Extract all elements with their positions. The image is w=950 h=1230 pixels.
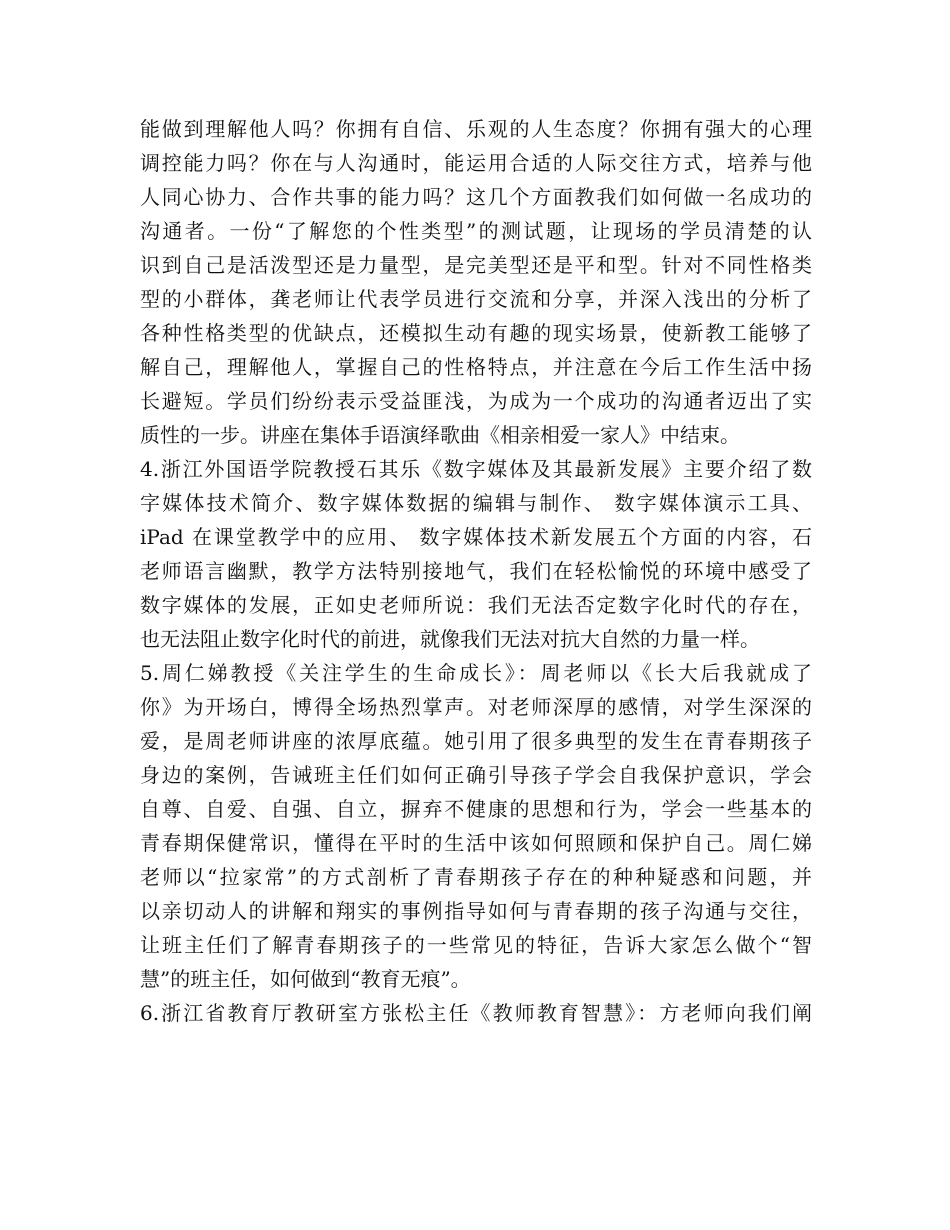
text-line: 型的小群体，龚老师让代表学员进行交流和分享，并深入浅出的分析了	[140, 287, 812, 311]
text-line: 身边的案例，告诫班主任们如何正确引导孩子学会自我保护意识，学会	[140, 763, 812, 787]
text-line: 老师语言幽默，教学方法特别接地气，我们在轻松愉悦的环境中感受了	[140, 559, 812, 583]
text-line: 让班主任们了解青春期孩子的一些常见的特征，告诉大家怎么做个“智	[140, 933, 812, 957]
text-line: 也无法阻止数字化时代的前进，就像我们无法对抗大自然的力量一样。	[140, 627, 760, 651]
text-line: 长避短。学员们纷纷表示受益匪浅，为成为一个成功的沟通者迈出了实	[140, 389, 812, 413]
text-line: 爱，是周老师讲座的浓厚底蕴。她引用了很多典型的发生在青春期孩子	[140, 729, 812, 753]
text-line: 字媒体技术简介、数字媒体数据的编辑与制作、 数字媒体演示工具、	[140, 491, 812, 515]
text-line: 老师以“拉家常”的方式剖析了青春期孩子存在的种种疑惑和问题，并	[140, 865, 812, 889]
text-line: 沟通者。一份“了解您的个性类型”的测试题，让现场的学员清楚的认	[140, 219, 812, 243]
text-line: 数字媒体的发展，正如史老师所说：我们无法否定数字化时代的存在，	[140, 593, 812, 617]
text-line: 你》为开场白，博得全场热烈掌声。对老师深厚的感情，对学生深深的	[140, 695, 812, 719]
text-line: 人同心协力、合作共事的能力吗？这几个方面教我们如何做一名成功的	[140, 185, 812, 209]
text-line: 慧”的班主任，如何做到“教育无痕”。	[140, 967, 471, 991]
text-line: iPad 在课堂教学中的应用、 数字媒体技术新发展五个方面的内容，石	[140, 525, 812, 549]
text-line: 以亲切动人的讲解和翔实的事例指导如何与青春期的孩子沟通与交往，	[140, 899, 812, 923]
text-line: 解自己，理解他人，掌握自己的性格特点，并注意在今后工作生活中扬	[140, 355, 812, 379]
text-line: 4.浙江外国语学院教授石其乐《数字媒体及其最新发展》主要介绍了数	[140, 457, 812, 481]
text-line: 各种性格类型的优缺点，还模拟生动有趣的现实场景，使新教工能够了	[140, 321, 812, 345]
text-line: 能做到理解他人吗？你拥有自信、乐观的人生态度？你拥有强大的心理	[140, 117, 812, 141]
text-line: 识到自己是活泼型还是力量型，是完美型还是平和型。针对不同性格类	[140, 253, 812, 277]
document-body-text	[140, 112, 812, 1030]
text-line: 调控能力吗？你在与人沟通时，能运用合适的人际交往方式，培养与他	[140, 151, 812, 175]
text-line: 6.浙江省教育厅教研室方张松主任《教师教育智慧》：方老师向我们阐	[140, 1001, 812, 1025]
text-line: 5.周仁娣教授《关注学生的生命成长》：周老师以《长大后我就成了	[140, 661, 812, 685]
text-line: 青春期保健常识，懂得在平时的生活中该如何照顾和保护自己。周仁娣	[140, 831, 812, 855]
text-line: 质性的一步。讲座在集体手语演绎歌曲《相亲相爱一家人》中结束。	[140, 423, 740, 447]
text-line: 自尊、自爱、自强、自立，摒弃不健康的思想和行为，学会一些基本的	[140, 797, 812, 821]
